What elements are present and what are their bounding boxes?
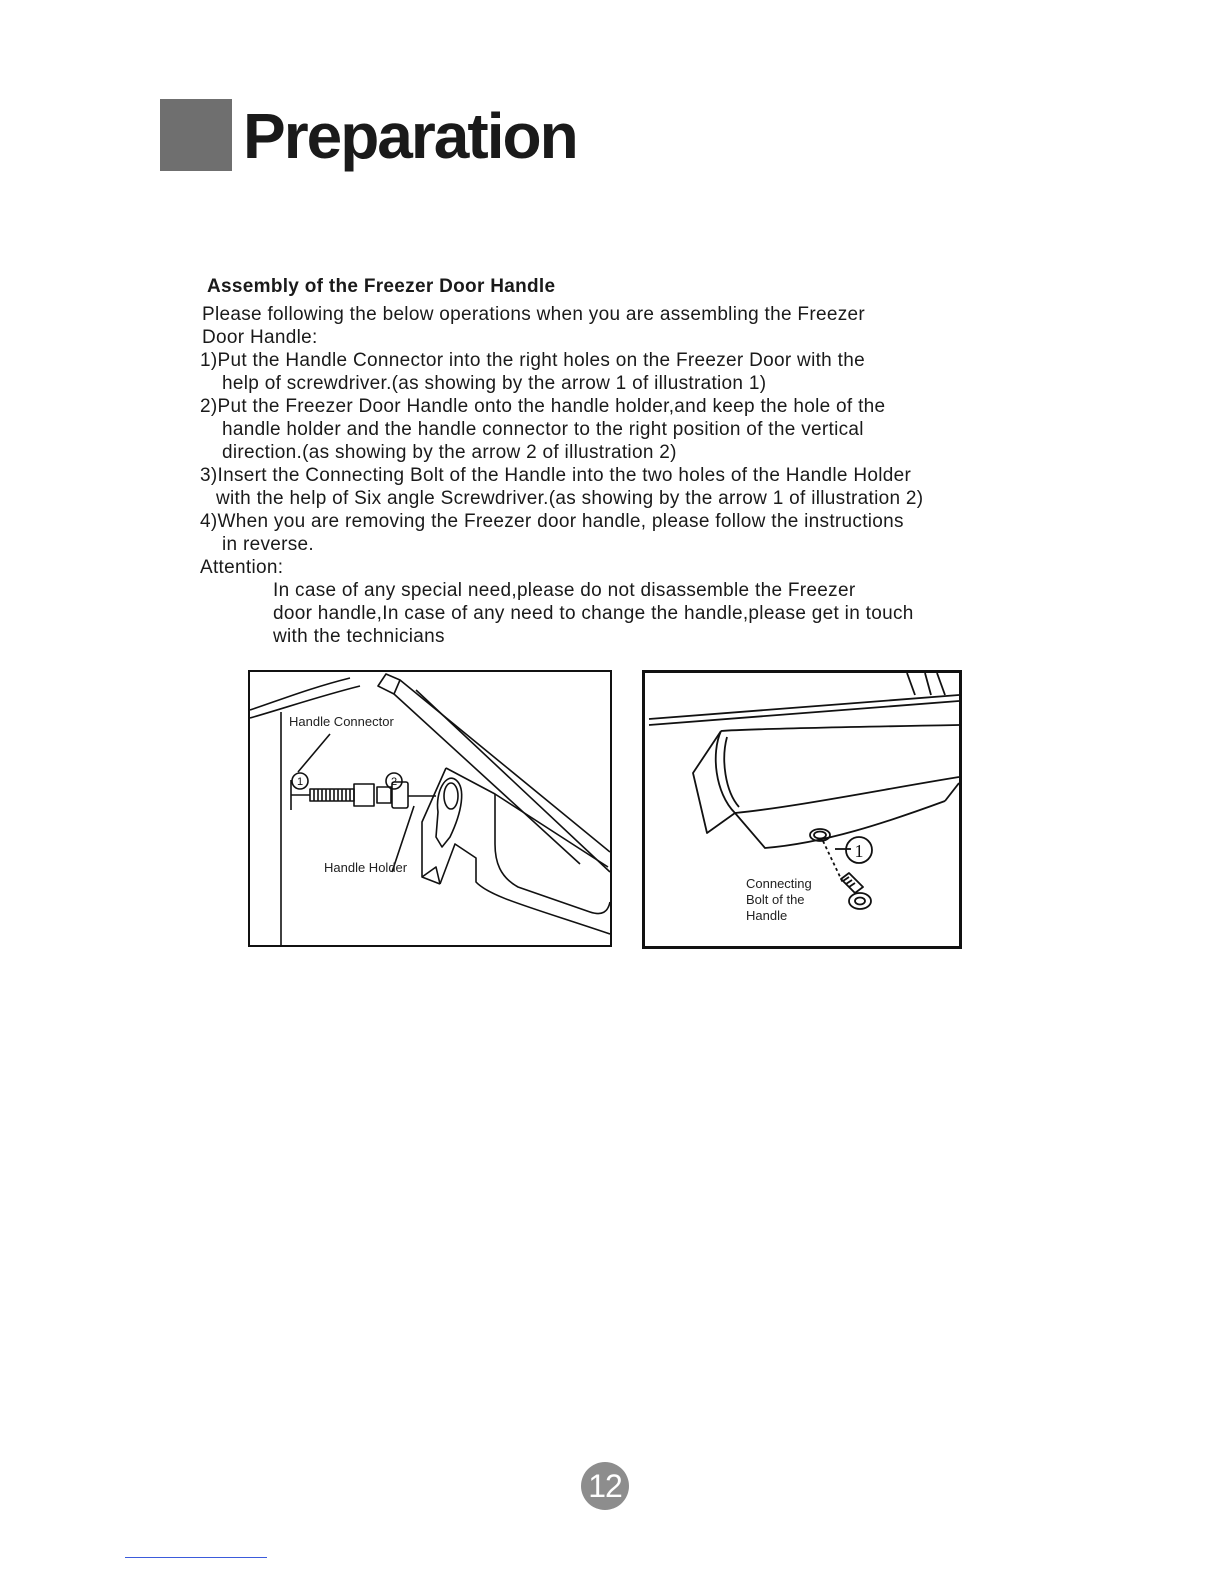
step-2-line-3: direction.(as showing by the arrow 2 of illustration 2) <box>222 442 677 463</box>
step-2-line-2: handle holder and the handle connector to the right position of the vertical <box>222 419 864 440</box>
page-number-badge: 12 <box>581 1462 629 1510</box>
step-1-line-1: 1)Put the Handle Connector into the right holes on the Freezer Door with the <box>200 350 865 371</box>
illustration-1-marker-1: 1 <box>296 776 304 788</box>
section-marker-block <box>160 99 232 171</box>
illustration-1 <box>248 670 612 947</box>
attention-line-2: door handle,In case of any need to change the handle,please get in touch <box>273 603 914 624</box>
label-bolt-line-3: Handle <box>746 908 788 923</box>
assembly-section <box>200 275 1040 648</box>
illustration-1-drawing <box>250 672 610 945</box>
label-bolt-line-1: Connecting <box>746 876 812 891</box>
intro-line-1: Please following the below operations when you are assembling the Freezer <box>202 304 865 325</box>
step-2-line-1: 2)Put the Freezer Door Handle onto the handle holder,and keep the hole of the <box>200 396 886 417</box>
label-handle-holder: Handle Holder <box>324 860 408 875</box>
label-bolt-line-2: Bolt of the <box>746 892 805 907</box>
section-heading: Assembly of the Freezer Door Handle <box>207 276 556 297</box>
step-3-line-1: 3)Insert the Connecting Bolt of the Handle into the two holes of the Handle Holder <box>200 465 912 486</box>
intro-line-2: Door Handle: <box>202 327 318 348</box>
step-3-line-2: with the help of Six angle Screwdriver.(as showing by the arrow 1 of illustration 2) <box>216 488 924 509</box>
attention-line-3: with the technicians <box>273 626 445 647</box>
attention-label: Attention: <box>200 557 284 578</box>
illustration-2 <box>642 670 962 949</box>
illustration-1-marker-2: 2 <box>390 776 398 788</box>
step-1-line-2: help of screwdriver.(as showing by the arrow 1 of illustration 1) <box>222 373 767 394</box>
step-4-line-2: in reverse. <box>222 534 315 555</box>
page-title: Preparation <box>243 100 577 172</box>
attention-line-1: In case of any special need,please do not disassemble the Freezer <box>273 580 856 601</box>
illustration-2-marker-1: 1 <box>854 841 864 861</box>
label-handle-connector: Handle Connector <box>289 714 394 729</box>
step-4-line-1: 4)When you are removing the Freezer door handle, please follow the instructions <box>200 511 904 532</box>
footer-rule <box>125 1557 267 1558</box>
